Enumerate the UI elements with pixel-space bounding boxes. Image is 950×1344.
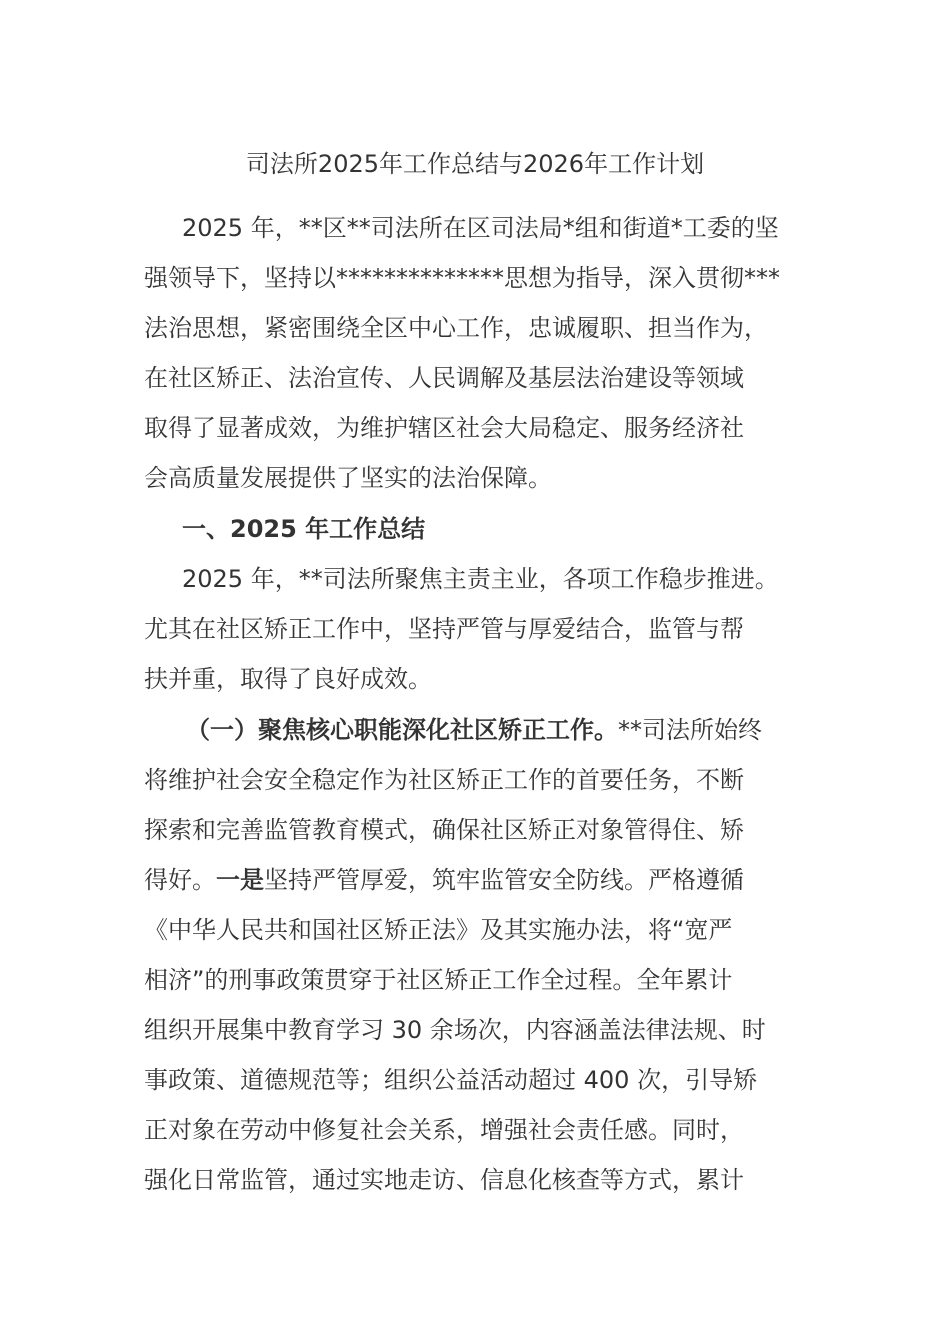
paragraph-line: 会高质量发展提供了坚实的法治保障。 bbox=[144, 464, 552, 492]
paragraph-line: 在社区矫正、法治宣传、人民调解及基层法治建设等领域 bbox=[144, 364, 744, 392]
line-rest: 坚持严管厚爱，筑牢监管安全防线。严格遵循 bbox=[264, 866, 744, 894]
paragraph-line bbox=[144, 862, 744, 898]
paragraph-line: 尤其在社区矫正工作中，坚持严管与厚爱结合，监管与帮 bbox=[144, 615, 744, 643]
paragraph-line: 强化日常监管，通过实地走访、信息化核查等方式，累计 bbox=[144, 1166, 744, 1194]
paragraph-line: 2025 年，**司法所聚焦主责主业，各项工作稳步推进。 bbox=[182, 565, 779, 593]
section-heading: 一、2025 年工作总结 bbox=[182, 515, 426, 543]
line-prefix: 得好。 bbox=[144, 866, 216, 894]
paragraph-line: 正对象在劳动中修复社会关系，增强社会责任感。同时， bbox=[144, 1116, 744, 1144]
paragraph-line: 相济”的刑事政策贯穿于社区矫正工作全过程。全年累计 bbox=[144, 966, 733, 994]
subsection-heading: （一）聚焦核心职能深化社区矫正工作。 bbox=[186, 716, 618, 744]
point-marker: 一是 bbox=[216, 866, 264, 894]
paragraph-line: 将维护社会安全稳定作为社区矫正工作的首要任务，不断 bbox=[144, 766, 744, 794]
paragraph-line: 探索和完善监管教育模式，确保社区矫正对象管得住、矫 bbox=[144, 816, 744, 844]
paragraph-line: 2025 年，**区**司法所在区司法局*组和街道*工委的坚 bbox=[182, 214, 779, 242]
paragraph-line: 组织开展集中教育学习 30 余场次，内容涵盖法律法规、时 bbox=[144, 1016, 766, 1044]
subsection-first-line bbox=[186, 712, 762, 748]
paragraph-line: 法治思想，紧密围绕全区中心工作，忠诚履职、担当作为， bbox=[144, 314, 768, 342]
paragraph-line: 《中华人民共和国社区矫正法》及其实施办法，将“宽严 bbox=[144, 916, 733, 944]
document-title: 司法所2025年工作总结与2026年工作计划 bbox=[245, 150, 705, 178]
subsection-text: **司法所始终 bbox=[618, 716, 762, 744]
paragraph-line: 扶并重，取得了良好成效。 bbox=[144, 665, 432, 693]
paragraph-line: 强领导下，坚持以**************思想为指导，深入贯彻*** bbox=[144, 264, 780, 292]
paragraph-line: 事政策、道德规范等；组织公益活动超过 400 次，引导矫 bbox=[144, 1066, 758, 1094]
paragraph-line: 取得了显著成效，为维护辖区社会大局稳定、服务经济社 bbox=[144, 414, 744, 442]
